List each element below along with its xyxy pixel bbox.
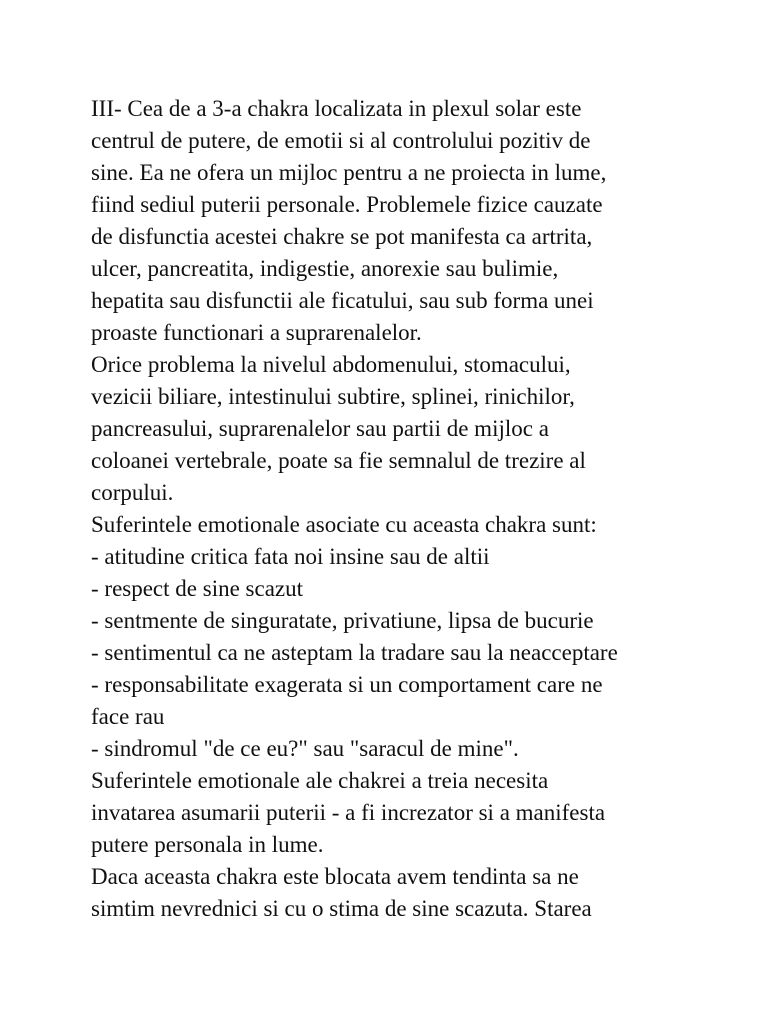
text-line: sine. Ea ne ofera un mijloc pentru a ne proiecta in lume, — [91, 160, 607, 185]
list-item: - sindromul "de ce eu?" sau "saracul de mine". — [91, 736, 519, 761]
text-line: de disfunctia acestei chakre se pot manifesta ca artrita, — [91, 224, 593, 249]
text-line: coloanei vertebrale, poate sa fie semnalul de trezire al — [91, 448, 586, 473]
text-line: putere personala in lume. — [91, 832, 324, 857]
list-item: - sentimentul ca ne asteptam la tradare sau la neacceptare — [91, 640, 618, 665]
text-line: Orice problema la nivelul abdomenului, stomacului, — [91, 352, 571, 377]
text-line: III- Cea de a 3-a chakra localizata in plexul solar este — [91, 96, 582, 121]
text-line: Daca aceasta chakra este blocata avem tendinta sa ne — [91, 864, 579, 889]
list-item: - atitudine critica fata noi insine sau de altii — [91, 544, 490, 569]
list-item: - responsabilitate exagerata si un comportament care ne — [91, 672, 603, 697]
list-item: - respect de sine scazut — [91, 576, 304, 601]
text-line: invatarea asumarii puterii - a fi increzator si a manifesta — [91, 800, 606, 825]
text-line: corpului. — [91, 480, 174, 505]
text-line: pancreasului, suprarenalelor sau partii de mijloc a — [91, 416, 549, 441]
text-line: hepatita sau disfunctii ale ficatului, sau sub forma unei — [91, 288, 594, 313]
text-line: fiind sediul puterii personale. Problemele fizice cauzate — [91, 192, 603, 217]
text-line: vezicii biliare, intestinului subtire, splinei, rinichilor, — [91, 384, 575, 409]
list-item: - sentmente de singuratate, privatiune, lipsa de bucurie — [91, 608, 594, 633]
text-line: proaste functionari a suprarenalelor. — [91, 320, 422, 345]
text-line: simtim nevrednici si cu o stima de sine scazuta. Starea — [91, 896, 592, 921]
text-line: ulcer, pancreatita, indigestie, anorexie sau bulimie, — [91, 256, 559, 281]
body-text — [91, 93, 691, 925]
text-line: Suferintele emotionale asociate cu aceasta chakra sunt: — [91, 512, 597, 537]
text-line: face rau — [91, 704, 165, 729]
text-line: centrul de putere, de emotii si al controlului pozitiv de — [91, 128, 591, 153]
text-line: Suferintele emotionale ale chakrei a treia necesita — [91, 768, 549, 793]
